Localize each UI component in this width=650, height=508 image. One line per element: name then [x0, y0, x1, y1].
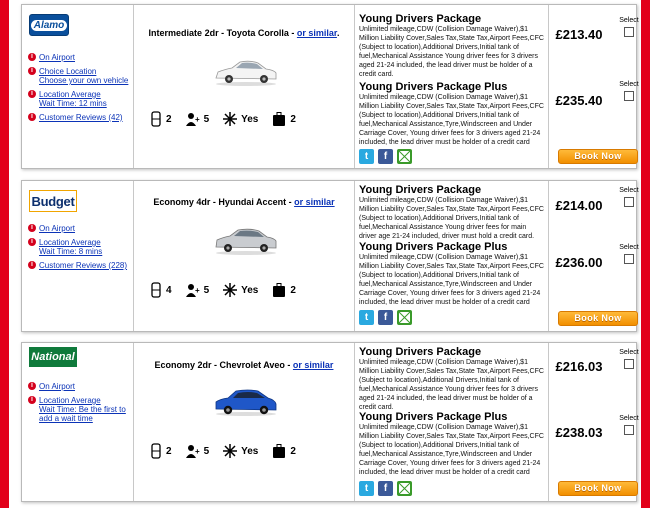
book-now-button[interactable]: Book Now	[558, 149, 638, 164]
car-features: 2 + 5 Yes 2	[150, 443, 340, 459]
vendor-links	[28, 53, 128, 127]
twitter-icon[interactable]: t	[359, 149, 374, 164]
car-title: Economy 2dr - Chevrolet Aveo - or similar	[154, 360, 334, 370]
or-similar-link[interactable]: or similar	[296, 28, 337, 38]
price: £216.03	[555, 359, 603, 374]
vendor-links	[28, 224, 127, 275]
package-young-drivers	[359, 184, 545, 241]
price: £238.03	[555, 425, 603, 440]
car-card-national	[21, 342, 637, 502]
car-features: 4 + 5 Yes 2	[150, 282, 340, 298]
car-card-budget	[21, 180, 637, 332]
national-logo: National	[29, 347, 77, 367]
select-checkbox[interactable]	[624, 359, 634, 369]
info-icon: i	[28, 224, 36, 232]
wait-time-link[interactable]: i Location Average Wait Time: Be the first to add a wait time	[28, 396, 126, 423]
on-airport-link[interactable]: i On Airport	[28, 224, 127, 233]
divider	[548, 343, 549, 501]
info-icon: i	[28, 396, 36, 404]
price: £213.40	[555, 27, 603, 42]
car-image	[212, 57, 280, 87]
info-icon: i	[28, 261, 36, 269]
results-sheet	[9, 0, 641, 508]
package-young-drivers-plus	[359, 81, 545, 147]
book-now-button[interactable]: Book Now	[558, 481, 638, 496]
share-buttons	[359, 481, 412, 496]
door-icon	[150, 282, 162, 298]
facebook-icon[interactable]: f	[378, 481, 393, 496]
budget-logo: Budget	[29, 190, 77, 212]
select-checkbox[interactable]	[624, 425, 634, 435]
package-young-drivers	[359, 13, 545, 79]
package-name: Young Drivers Package	[359, 184, 482, 196]
package-description: Unlimited mileage,CDW (Collision Damage Waiver),$1 Million Liability Cover,Sales Tax,State Tax,Airport Fees,CFC (Subject to location),Additional Drivers,Initial tank of fuel,Mechanical Assistance Young driver fees for 3 drivers aged 21-24 included, the lead driver must be holder of a credit card.	[359, 359, 544, 411]
package-name: Young Drivers Package	[359, 346, 482, 358]
door-icon	[150, 443, 162, 459]
package-description: Unlimited mileage,CDW (Collision Damage Waiver),$1 Million Liability Cover,Sales Tax,State Tax,Airport Fees,CFC (Subject to location),Additional Drivers,Initial tank of fuel,Mechanical Assistance Young driver fees for 3 drivers aged 21-24 included, the lead driver must be holder of a credit card.	[359, 26, 544, 78]
info-icon: i	[28, 53, 36, 61]
facebook-icon[interactable]: f	[378, 149, 393, 164]
or-similar-link[interactable]: or similar	[292, 360, 334, 370]
car-features: 2 + 5 Yes 2	[150, 111, 340, 127]
price: £235.40	[555, 93, 603, 108]
book-now-button[interactable]: Book Now	[558, 311, 638, 326]
vendor-links	[28, 382, 126, 428]
divider	[354, 343, 355, 501]
info-icon: i	[28, 382, 36, 390]
snowflake-icon	[223, 112, 237, 126]
on-airport-link[interactable]: i On Airport	[28, 53, 128, 62]
luggage-icon	[272, 444, 286, 458]
info-icon: i	[28, 90, 36, 98]
package-name: Young Drivers Package Plus	[359, 241, 508, 253]
wait-time-link[interactable]: i Location Average Wait Time: 8 mins	[28, 238, 127, 256]
package-description: Unlimited mileage,CDW (Collision Damage Waiver),$1 Million Liability Cover,Sales Tax,State Tax,Airport Fees,CFC (Subject to location),Additional Drivers,Initial tank of fuel,Mechanical Assistance,Tyre,Windscreen and Under Carriage Cover, Young driver fees for 3 drivers aged 21-24 included, the lead driver must be holder of a credit card	[359, 94, 544, 146]
select-label: Select	[619, 81, 639, 88]
customer-reviews-link[interactable]: i Customer Reviews (228)	[28, 261, 127, 270]
customer-reviews-link[interactable]: i Customer Reviews (42)	[28, 113, 128, 122]
divider	[354, 5, 355, 168]
info-icon: i	[28, 113, 36, 121]
on-airport-link[interactable]: i On Airport	[28, 382, 126, 391]
select-checkbox[interactable]	[624, 27, 634, 37]
package-description: Unlimited mileage,CDW (Collision Damage Waiver),$1 Million Liability Cover,Sales Tax,State Tax,Airport Fees,CFC (Subject to location),Additional Drivers,Initial tank of fuel,Mechanical Assistance,Tyre,Windscreen and Under Carriage Cover, Young driver fees for 3 drivers aged 21-24 included, the lead driver must be holder of a credit card	[359, 424, 544, 476]
door-icon	[150, 111, 162, 127]
package-young-drivers	[359, 346, 545, 412]
wait-time-link[interactable]: i Location Average Wait Time: 12 mins	[28, 90, 128, 108]
package-young-drivers-plus	[359, 241, 545, 307]
info-icon: i	[28, 67, 36, 75]
svg-text:+: +	[194, 286, 200, 295]
car-card-alamo	[21, 4, 637, 169]
email-icon[interactable]	[397, 149, 412, 164]
passenger-icon	[186, 283, 200, 297]
select-label: Select	[619, 17, 639, 24]
choice-location-link[interactable]: i Choice Location Choose your own vehicle	[28, 67, 128, 85]
select-label: Select	[619, 187, 639, 194]
alamo-logo: Alamo	[29, 14, 69, 36]
select-checkbox[interactable]	[624, 197, 634, 207]
twitter-icon[interactable]: t	[359, 481, 374, 496]
divider	[548, 181, 549, 331]
snowflake-icon	[223, 444, 237, 458]
passenger-icon	[186, 112, 200, 126]
car-title: Economy 4dr - Hyundai Accent - or similar	[153, 197, 335, 207]
facebook-icon[interactable]: f	[378, 310, 393, 325]
info-icon: i	[28, 238, 36, 246]
car-title: Intermediate 2dr - Toyota Corolla - or similar.	[148, 28, 340, 38]
select-label: Select	[619, 349, 639, 356]
divider	[548, 5, 549, 168]
passenger-icon	[186, 444, 200, 458]
snowflake-icon	[223, 283, 237, 297]
package-name: Young Drivers Package Plus	[359, 411, 508, 423]
twitter-icon[interactable]: t	[359, 310, 374, 325]
divider	[354, 181, 355, 331]
select-checkbox[interactable]	[624, 254, 634, 264]
price: £236.00	[555, 255, 603, 270]
select-label: Select	[619, 415, 639, 422]
or-similar-link[interactable]: or similar	[294, 197, 335, 207]
share-buttons	[359, 310, 412, 325]
package-name: Young Drivers Package	[359, 13, 482, 25]
price: £214.00	[555, 198, 603, 213]
share-buttons	[359, 149, 412, 164]
select-checkbox[interactable]	[624, 91, 634, 101]
package-description: Unlimited mileage,CDW (Collision Damage Waiver),$1 Million Liability Cover,Sales Tax,State Tax,Airport Fees,CFC (Subject to location),Additional Drivers,Initial tank of fuel,Mechanical Assistance Young driver fees for main driver age 21-24 included, driver must hold a credit card.	[359, 197, 544, 240]
luggage-icon	[272, 112, 286, 126]
package-young-drivers-plus	[359, 411, 545, 477]
car-image	[212, 387, 280, 417]
svg-text:+: +	[194, 447, 200, 456]
svg-text:+: +	[194, 115, 200, 124]
luggage-icon	[272, 283, 286, 297]
select-label: Select	[619, 244, 639, 251]
email-icon[interactable]	[397, 481, 412, 496]
package-name: Young Drivers Package Plus	[359, 81, 508, 93]
package-description: Unlimited mileage,CDW (Collision Damage Waiver),$1 Million Liability Cover,Sales Tax,State Tax,Airport Fees,CFC (Subject to location),Additional Drivers,Initial tank of fuel,Mechanical Assistance,Tyre,Windscreen and Under Carriage Cover, Young driver fees for 3 drivers aged 21-24 included, the lead driver must be holder of a credit card	[359, 254, 544, 306]
email-icon[interactable]	[397, 310, 412, 325]
car-image	[212, 226, 280, 256]
